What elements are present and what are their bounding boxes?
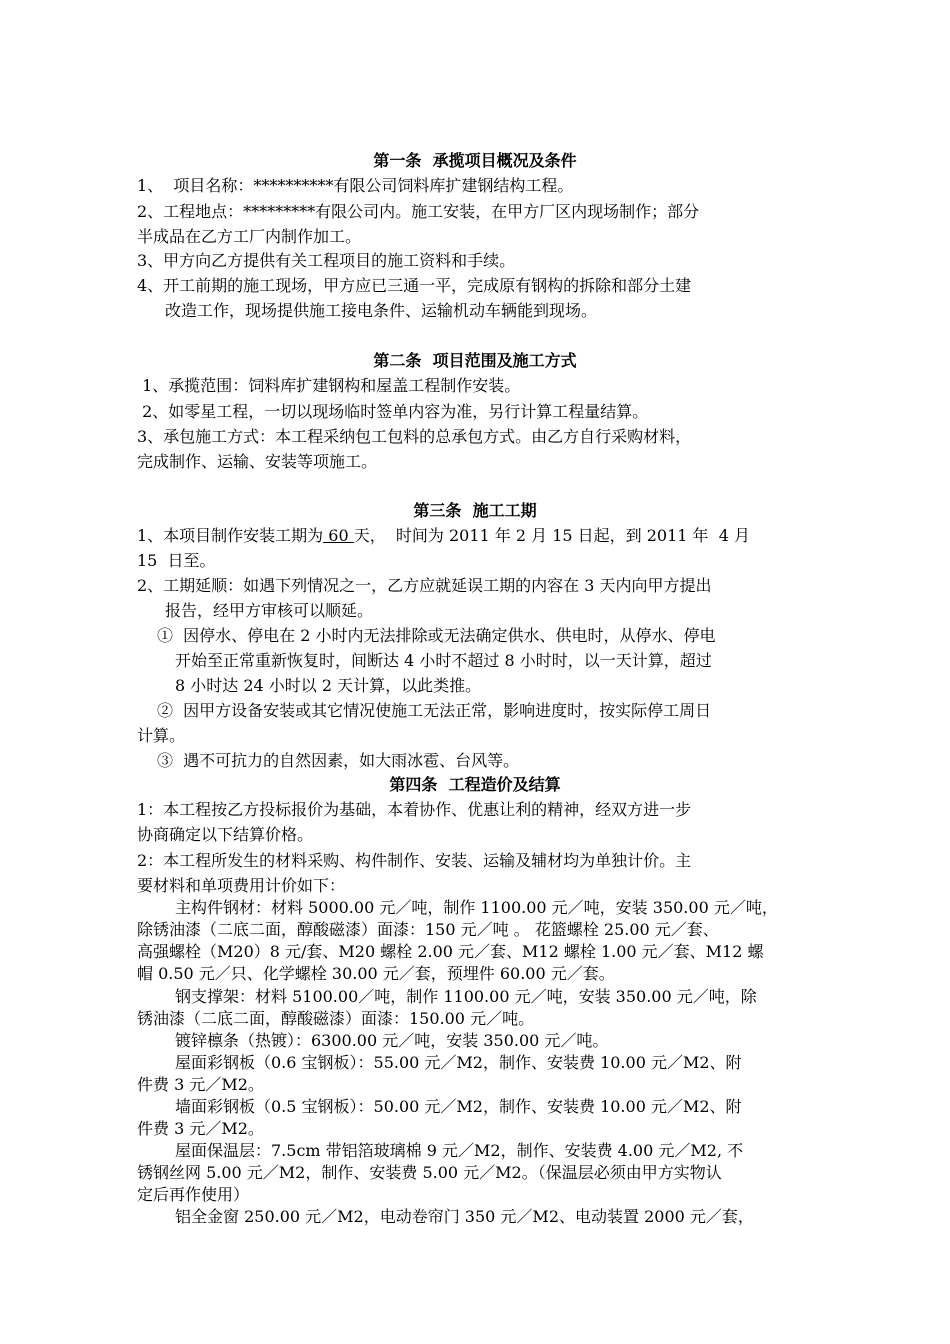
price-wall-panel-cont: 件费 3 元／M2。: [137, 1119, 264, 1138]
price-main-steel: 主构件钢材：材料 5000.00 元／吨，制作 1100.00 元／吨，安装 350.00 元／吨，: [175, 898, 778, 917]
price-steel-support-cont: 锈油漆（二底二面，醇酸磁漆）面漆：150.00 元／吨。: [137, 1009, 535, 1028]
article4-heading: 第四条 工程造价及结算: [389, 775, 561, 794]
article2-line-3: 3、承包施工方式：本工程采纳包工包料的总承包方式。由乙方自行采购材料，: [137, 427, 692, 446]
article1-line-1: 1、 项目名称：**********有限公司饲料库扩建钢结构工程。: [137, 176, 574, 195]
article3-item-1-cont-2: 8 小时达 24 小时以 2 天计算，以此类推。: [175, 676, 482, 695]
article4-line-1: 1：本工程按乙方投标报价为基础，本着协作、优惠让利的精神，经双方进一步: [137, 800, 692, 819]
price-galvanized-purlin: 镀锌檩条（热镀）：6300.00 元／吨，安装 350.00 元／吨。: [175, 1031, 609, 1050]
article1-heading: 第一条 承揽项目概况及条件: [373, 151, 577, 170]
article3-line-1-post: 天， 时间为 2011 年 2 月 15 日起，到 2011 年 4 月: [353, 526, 750, 545]
article3-line-4: 报告，经甲方审核可以顺延。: [165, 601, 374, 620]
article2-line-4: 完成制作、运输、安装等项施工。: [137, 452, 378, 471]
article3-item-2-cont: 计算。: [137, 726, 186, 745]
duration-days: 60: [323, 526, 354, 545]
price-steel-support: 钢支撑架：材料 5100.00／吨，制作 1100.00 元／吨，安装 350.00 元／吨，除: [175, 987, 757, 1006]
article1-line-6: 改造工作，现场提供施工接电条件、运输机动车辆能到现场。: [165, 301, 598, 320]
price-roof-insulation-cont-2: 定后再作使用）: [137, 1185, 250, 1204]
price-main-steel-cont-2: 高强螺栓（M20）8 元/套、M20 螺栓 2.00 元／套、M12 螺栓 1.00 元／套、M12 螺: [137, 942, 764, 961]
article3-line-2: 15 日至。: [137, 551, 216, 570]
article1-line-4: 3、甲方向乙方提供有关工程项目的施工资料和手续。: [137, 251, 516, 270]
article3-item-1: ① 因停水、停电在 2 小时内无法排除或无法确定供水、供电时，从停水、停电: [157, 626, 716, 645]
article3-line-3: 2、工期延顺：如遇下列情况之一，乙方应就延误工期的内容在 3 天内向甲方提出: [137, 576, 712, 595]
article3-line-1: [137, 525, 750, 547]
article4-line-2: 协商确定以下结算价格。: [137, 825, 314, 844]
article3-line-1-pre: 1、本项目制作安装工期为: [137, 526, 324, 545]
article3-item-3: ③ 遇不可抗力的自然因素，如大雨冰雹、台风等。: [157, 751, 520, 770]
price-roof-panel: 屋面彩钢板（0.6 宝钢板）：55.00 元／M2，制作、安装费 10.00 元／M2、附: [175, 1053, 742, 1072]
article3-heading: 第三条 施工工期: [413, 501, 537, 520]
article2-line-2: 2、如零星工程，一切以现场临时签单内容为准，另行计算工程量结算。: [137, 402, 649, 421]
article4-line-4: 要材料和单项费用计价如下：: [137, 876, 346, 895]
price-main-steel-cont-3: 帽 0.50 元／只、化学螺栓 30.00 元／套，预埋件 60.00 元／套。: [137, 964, 615, 983]
article3-item-2: ② 因甲方设备安装或其它情况使施工无法正常，影响进度时，按实际停工周日: [157, 701, 712, 720]
article2-line-1: 1、承揽范围：饲料库扩建钢构和屋盖工程制作安装。: [137, 376, 521, 395]
price-windows-doors: 铝全金窗 250.00 元／M2，电动卷帘门 350 元／M2、电动装置 2000 元／套，: [175, 1207, 754, 1226]
price-roof-insulation-cont-1: 锈钢丝网 5.00 元／M2，制作、安装费 5.00 元／M2。（保温层必须由甲方实物认: [137, 1163, 722, 1182]
article2-heading: 第二条 项目范围及施工方式: [373, 351, 577, 370]
price-roof-panel-cont: 件费 3 元／M2。: [137, 1075, 264, 1094]
price-wall-panel: 墙面彩钢板（0.5 宝钢板）：50.00 元／M2，制作、安装费 10.00 元／M2、附: [175, 1097, 742, 1116]
article1-line-2: 2、工程地点：*********有限公司内。施工安装，在甲方厂区内现场制作；部分: [137, 202, 700, 221]
price-roof-insulation: 屋面保温层：7.5cm 带铝箔玻璃棉 9 元／M2，制作、安装费 4.00 元／M2, 不: [175, 1141, 744, 1160]
article3-item-1-cont-1: 开始至正常重新恢复时，间断达 4 小时不超过 8 小时时，以一天计算，超过: [175, 651, 712, 670]
price-main-steel-cont-1: 除锈油漆（二底二面，醇酸磁漆）面漆：150 元／吨 。 花篮螺栓 25.00 元／套、: [137, 920, 719, 939]
article1-line-3: 半成品在乙方工厂内制作加工。: [137, 227, 362, 246]
article4-line-3: 2：本工程所发生的材料采购、构件制作、安装、运输及辅材均为单独计价。主: [137, 851, 692, 870]
article1-line-5: 4、开工前期的施工现场，甲方应已三通一平，完成原有钢构的拆除和部分土建: [137, 276, 692, 295]
